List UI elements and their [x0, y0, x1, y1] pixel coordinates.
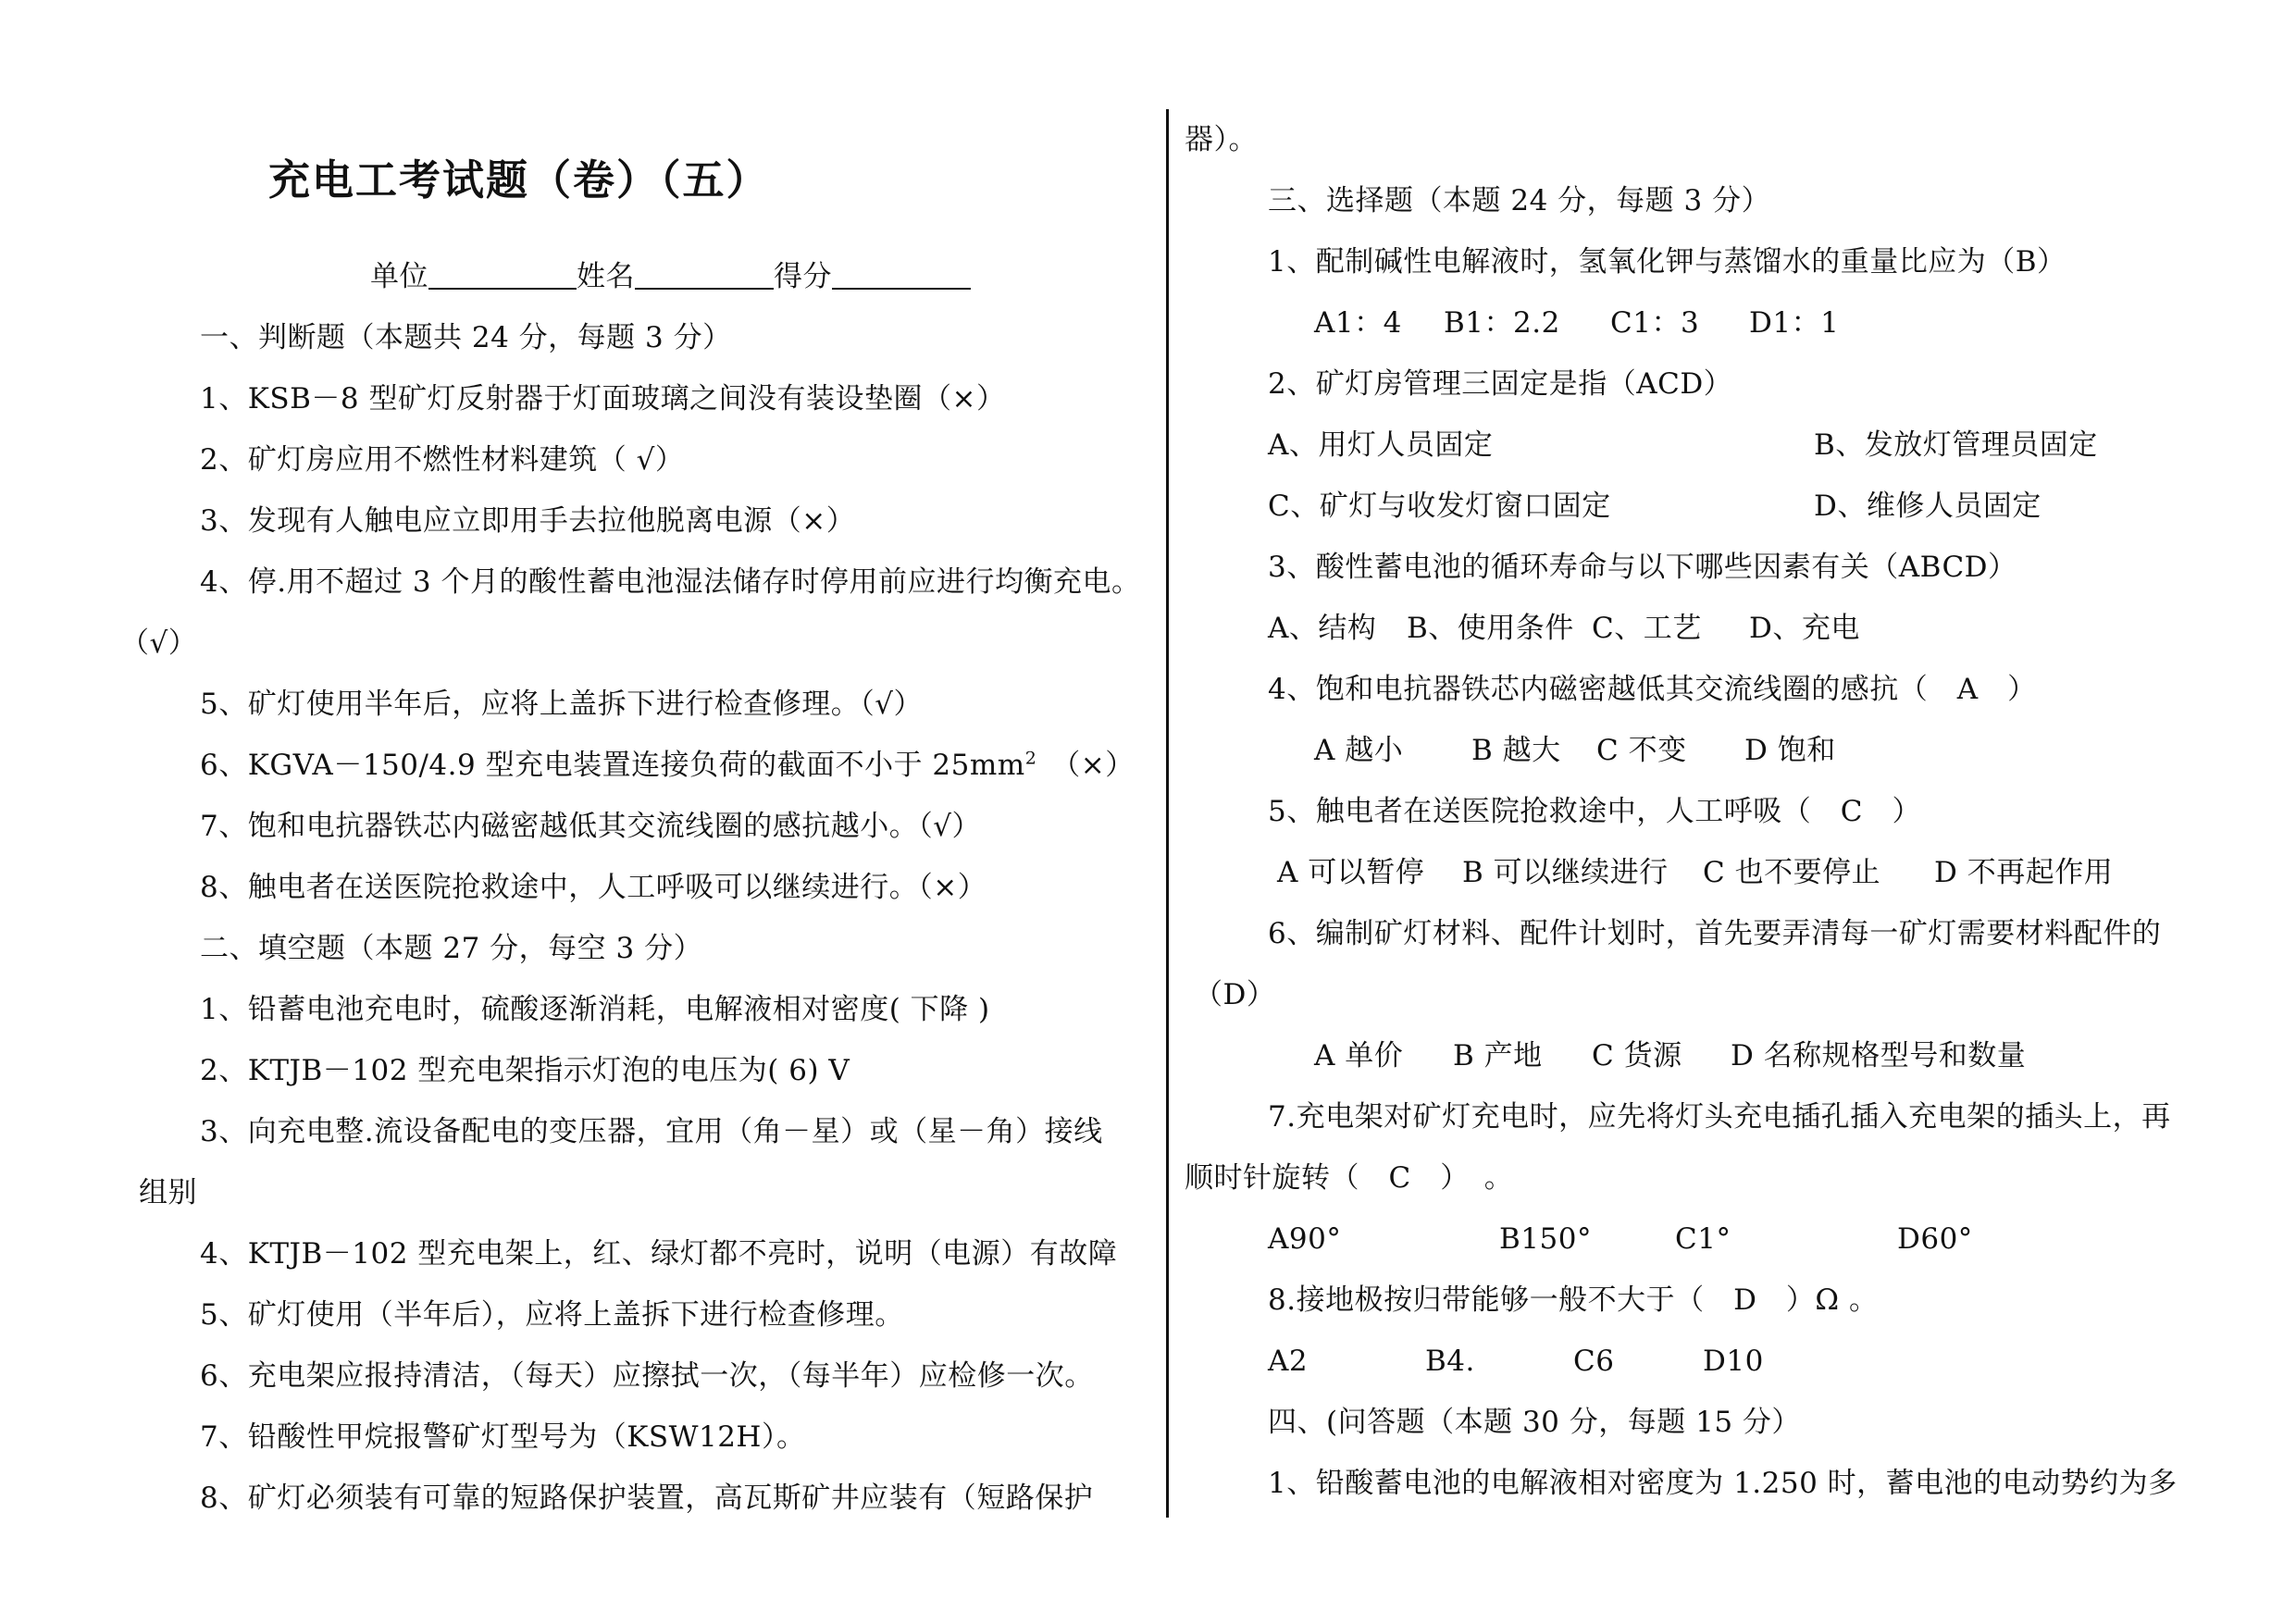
option: C1：3 — [1610, 306, 1700, 340]
option: B、使用条件 — [1407, 612, 1574, 645]
name-blank[interactable] — [635, 260, 774, 290]
question-item: 5、触电者在送医院抢救途中，人工呼吸（ C ） — [1268, 795, 1921, 828]
question-item: 7、铅酸性甲烷报警矿灯型号为（KSW12H）。 — [200, 1420, 806, 1454]
option-row — [1185, 598, 2230, 659]
option: A 可以暂停 — [1277, 856, 1425, 889]
score-blank[interactable] — [832, 260, 971, 290]
question-item: 5、矿灯使用（半年后），应将上盖拆下进行检查修理。 — [200, 1298, 904, 1332]
question-text: 6、KGVA－150/4.9 型充电装置连接负荷的截面不小于 25mm — [200, 749, 1025, 782]
option: C 不变 — [1596, 734, 1687, 767]
question-item: 2、矿灯房管理三固定是指（ACD） — [1268, 367, 1733, 401]
question-item: 3、发现有人触电应立即用手去拉他脱离电源（×） — [200, 504, 856, 538]
option-row — [1185, 476, 2230, 537]
option: A、结构 — [1268, 612, 1377, 645]
option-row — [1185, 720, 2230, 781]
question-item: 8、矿灯必须装有可靠的短路保护装置，高瓦斯矿井应装有（短路保护 — [200, 1481, 1094, 1515]
question-item: 4、饱和电抗器铁芯内磁密越低其交流线圈的感抗（ A ） — [1268, 673, 2037, 706]
option: D、维修人员固定 — [1814, 490, 2042, 523]
question-item-continued: 器）。 — [1185, 123, 1258, 156]
unit-blank[interactable] — [428, 260, 577, 290]
option: D 饱和 — [1744, 734, 1836, 767]
option: B 产地 — [1453, 1039, 1543, 1072]
option: B1：2.2 — [1444, 306, 1560, 340]
question-item: 8、触电者在送医院抢救途中，人工呼吸可以继续进行。（×） — [200, 871, 987, 904]
question-item: 2、矿灯房应用不燃性材料建筑（ √） — [200, 443, 685, 477]
question-item: 3、向充电整.流设备配电的变压器，宜用（角－星）或（星－角）接线 — [200, 1115, 1103, 1148]
question-item-continued: 组别 — [139, 1176, 197, 1209]
question-item: 1、铅酸蓄电池的电解液相对密度为 1.250 时，蓄电池的电动势约为多 — [1268, 1467, 2178, 1500]
option: C1° — [1675, 1222, 1731, 1256]
option: A1：4 — [1314, 306, 1402, 340]
question-item: 6、充电架应报持清洁，（每天）应擦拭一次，（每半年）应检修一次。 — [200, 1359, 1094, 1393]
option: D 不再起作用 — [1934, 856, 2114, 889]
question-item: 1、铅蓄电池充电时，硫酸逐渐消耗，电解液相对密度( 下降 ) — [200, 993, 990, 1026]
header-fields — [370, 246, 971, 307]
option: B4. — [1425, 1345, 1475, 1378]
option-row — [1185, 842, 2230, 903]
option: B 越大 — [1471, 734, 1561, 767]
question-item: 4、停.用不超过 3 个月的酸性蓄电池湿法储存时停用前应进行均衡充电。 — [200, 565, 1141, 599]
section-heading: 一、判断题（本题共 24 分，每题 3 分） — [200, 321, 732, 354]
option: A、用灯人员固定 — [1268, 428, 1494, 462]
question-item: 1、配制碱性电解液时，氢氧化钾与蒸馏水的重量比应为（B） — [1268, 245, 2066, 279]
option: D、充电 — [1749, 612, 1860, 645]
question-item: 2、KTJB－102 型充电架指示灯泡的电压为( 6) V — [200, 1054, 850, 1087]
question-item-continued: （D） — [1194, 978, 1276, 1011]
section-heading: 二、填空题（本题 27 分，每空 3 分） — [200, 932, 703, 965]
option: B150° — [1499, 1222, 1592, 1256]
option: C 货源 — [1592, 1039, 1682, 1072]
option: D60° — [1897, 1222, 1973, 1256]
option: A 越小 — [1314, 734, 1404, 767]
option-row — [1185, 415, 2230, 476]
option: A2 — [1268, 1345, 1309, 1378]
section-heading: 三、选择题（本题 24 分，每题 3 分） — [1268, 184, 1771, 217]
section-heading: 四、(问答题（本题 30 分，每题 15 分） — [1268, 1406, 1801, 1439]
option: D 名称规格型号和数量 — [1731, 1039, 2027, 1072]
option: D1：1 — [1749, 306, 1840, 340]
column-divider — [1166, 109, 1169, 1518]
question-item: 7.充电架对矿灯充电时，应先将灯头充电插孔插入充电架的插头上，再 — [1268, 1100, 2171, 1134]
question-item: 7、饱和电抗器铁芯内磁密越低其交流线圈的感抗越小。（√） — [200, 810, 981, 843]
question-item: 4、KTJB－102 型充电架上，红、绿灯都不亮时，说明（电源）有故障 — [200, 1237, 1118, 1271]
question-item: 5、矿灯使用半年后，应将上盖拆下进行检查修理。（√） — [200, 688, 923, 721]
option: C、矿灯与收发灯窗口固定 — [1268, 490, 1611, 523]
option: C 也不要停止 — [1703, 856, 1881, 889]
name-label: 姓名 — [577, 260, 635, 293]
question-item-continued: （√） — [120, 626, 198, 660]
question-item: 8.接地极按归带能够一般不大于（ D ）Ω 。 — [1268, 1283, 1879, 1317]
option-row — [1185, 1331, 2230, 1392]
unit-label: 单位 — [370, 260, 428, 293]
option: B、发放灯管理员固定 — [1814, 428, 2098, 462]
option-row — [1185, 1025, 2230, 1086]
superscript: 2 — [1024, 748, 1037, 769]
option-row — [1185, 292, 2230, 353]
page-title: 充电工考试题（卷）（五） — [268, 155, 770, 205]
question-item-continued: 顺时针旋转（ C ） 。 — [1185, 1161, 1514, 1195]
question-item: 1、KSB－8 型矿灯反射器于灯面玻璃之间没有装设垫圈（×） — [200, 382, 1006, 415]
option: A 单价 — [1314, 1039, 1404, 1072]
option: A90° — [1268, 1222, 1342, 1256]
option: C、工艺 — [1592, 612, 1702, 645]
question-item: 3、酸性蓄电池的循环寿命与以下哪些因素有关（ABCD） — [1268, 551, 2017, 584]
score-label: 得分 — [774, 260, 832, 293]
option: C6 — [1573, 1345, 1615, 1378]
option-row — [1185, 1209, 2230, 1270]
option: B 可以继续进行 — [1462, 856, 1669, 889]
question-answer: （×） — [1036, 749, 1135, 782]
question-item — [130, 735, 1135, 796]
option: D10 — [1703, 1345, 1764, 1378]
question-item: 6、编制矿灯材料、配件计划时，首先要弄清每一矿灯需要材料配件的 — [1268, 917, 2162, 950]
